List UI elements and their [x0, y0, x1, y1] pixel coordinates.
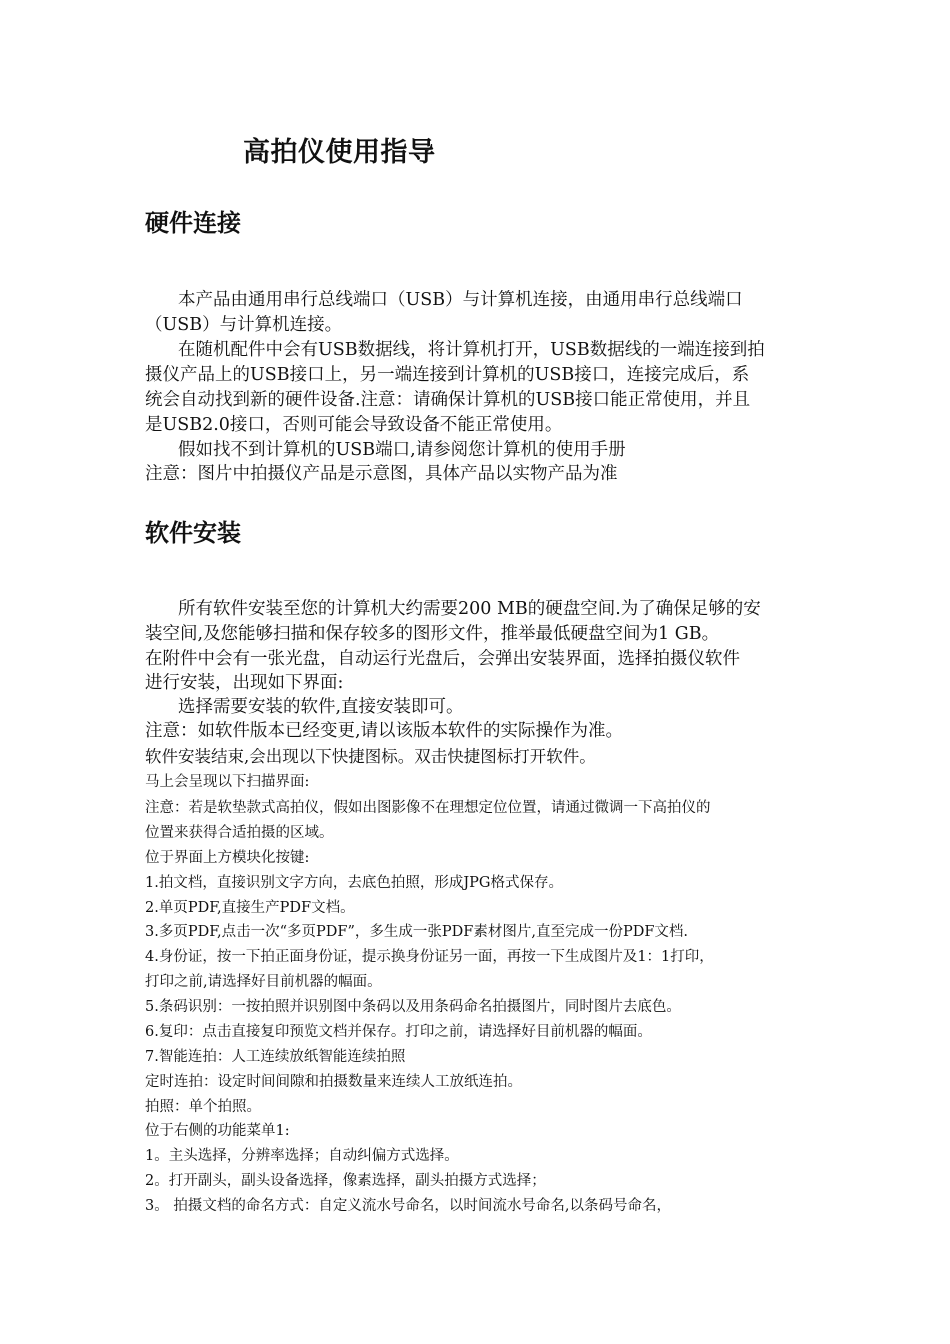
- paragraph-line: 装空间,及您能够扫描和保存较多的图形文件，推举最低硬盘空间为1 GB。: [145, 624, 720, 644]
- paragraph-line: 3。 拍摄文档的命名方式：自定义流水号命名，以时间流水号命名,以条码号命名，: [145, 1198, 671, 1214]
- paragraph-line: 统会自动找到新的硬件设备.注意：请确保计算机的USB接口能正常使用，并且: [145, 390, 751, 410]
- paragraph-line: 注意：如软件版本已经变更,请以该版本软件的实际操作为准。: [145, 721, 624, 741]
- paragraph-line: （USB）与计算机连接。: [145, 315, 343, 335]
- paragraph-line: 本产品由通用串行总线端口（USB）与计算机连接，由通用串行总线端口: [178, 290, 743, 310]
- paragraph-line: 1。主头选择，分辨率选择；自动纠偏方式选择。: [145, 1148, 459, 1164]
- paragraph-line: 1.拍文档，直接识别文字方向，去底色拍照，形成JPG格式保存。: [145, 875, 563, 891]
- paragraph-line: 在附件中会有一张光盘，自动运行光盘后，会弹出安装界面，选择拍摄仪软件: [145, 649, 740, 669]
- paragraph-line: 3.多页PDF,点击一次“多页PDF”，多生成一张PDF素材图片,直至完成一份PDF文档.: [145, 924, 688, 940]
- paragraph-line: 假如找不到计算机的USB端口,请参阅您计算机的使用手册: [178, 440, 626, 460]
- paragraph-line: 打印之前,请选择好目前机器的幅面。: [145, 974, 382, 990]
- paragraph-line: 2。打开副头，副头设备选择，像素选择，副头拍摄方式选择；: [145, 1173, 546, 1189]
- paragraph-line: 2.单页PDF,直接生产PDF文档。: [145, 900, 355, 916]
- paragraph-line: 7.智能连拍：人工连续放纸智能连续拍照: [145, 1049, 406, 1065]
- paragraph-line: 4.身份证，按一下拍正面身份证，提示换身份证另一面，再按一下生成图片及1：1打印，: [145, 949, 714, 965]
- paragraph-line: 进行安装，出现如下界面:: [145, 673, 344, 693]
- paragraph-line: 选择需要安装的软件,直接安装即可。: [178, 697, 464, 717]
- paragraph-line: 位于界面上方模块化按键:: [145, 850, 310, 866]
- paragraph-line: 位于右侧的功能菜单1:: [145, 1123, 290, 1139]
- paragraph-line: 注意：若是软垫款式高拍仪，假如出图影像不在理想定位位置，请通过微调一下高拍仪的: [145, 800, 711, 816]
- paragraph-line: 在随机配件中会有USB数据线，将计算机打开，USB数据线的一端连接到拍: [178, 340, 765, 360]
- paragraph-line: 6.复印：点击直接复印预览文档并保存。打印之前，请选择好目前机器的幅面。: [145, 1024, 652, 1040]
- section-heading-software: 软件安装: [145, 519, 241, 547]
- paragraph-line: 摄仪产品上的USB接口上，另一端连接到计算机的USB接口，连接完成后，系: [145, 365, 750, 385]
- paragraph-line: 软件安装结束,会出现以下快捷图标。双击快捷图标打开软件。: [145, 747, 596, 766]
- paragraph-line: 注意：图片中拍摄仪产品是示意图，具体产品以实物产品为准: [145, 464, 618, 484]
- paragraph-line: 所有软件安装至您的计算机大约需要200 MB的硬盘空间.为了确保足够的安: [178, 599, 761, 619]
- paragraph-line: 5.条码识别：一按拍照并识别图中条码以及用条码命名拍摄图片，同时图片去底色。: [145, 999, 681, 1015]
- document-title: 高拍仪使用指导: [243, 137, 436, 168]
- section-heading-hardware: 硬件连接: [145, 209, 241, 237]
- paragraph-line: 拍照：单个拍照。: [145, 1099, 261, 1115]
- paragraph-line: 马上会呈现以下扫描界面:: [145, 774, 310, 790]
- paragraph-line: 是USB2.0接口，否则可能会导致设备不能正常使用。: [145, 415, 563, 435]
- paragraph-line: 定时连拍：设定时间间隙和拍摄数量来连续人工放纸连拍。: [145, 1074, 522, 1090]
- paragraph-line: 位置来获得合适拍摄的区域。: [145, 825, 334, 841]
